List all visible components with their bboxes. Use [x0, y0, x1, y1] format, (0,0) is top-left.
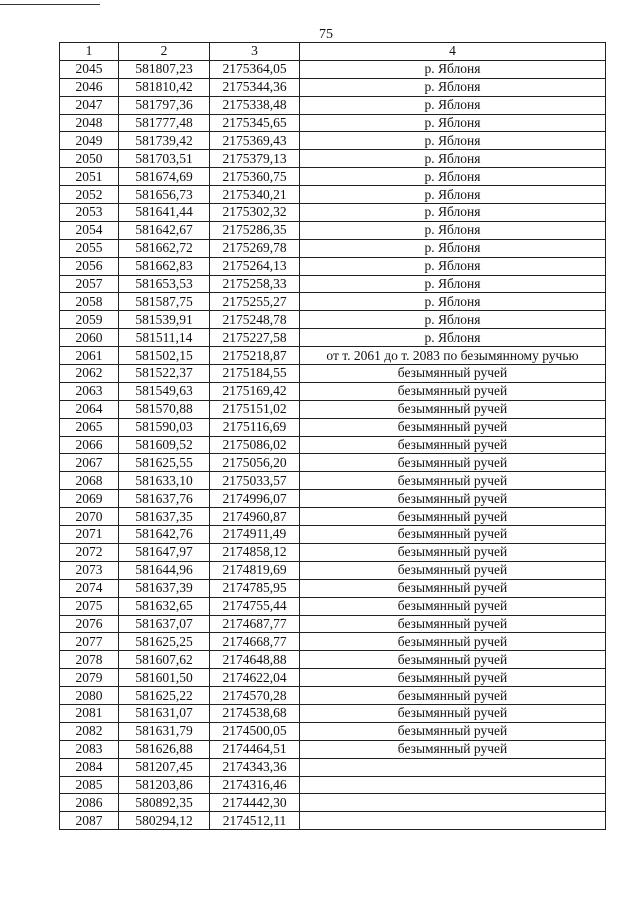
description-cell: [300, 794, 606, 812]
x-coordinate-cell: 581653,53: [119, 275, 210, 293]
description-cell: безымянный ручей: [300, 579, 606, 597]
x-coordinate-cell: 581674,69: [119, 168, 210, 186]
y-coordinate-cell: 2175345,65: [210, 114, 300, 132]
point-number-cell: 2082: [60, 722, 119, 740]
table-row: [60, 651, 606, 669]
y-coordinate-cell: 2174755,44: [210, 597, 300, 615]
point-number-cell: 2077: [60, 633, 119, 651]
point-number-cell: 2065: [60, 418, 119, 436]
description-cell: р. Яблоня: [300, 168, 606, 186]
table-row: [60, 150, 606, 168]
description-cell: безымянный ручей: [300, 454, 606, 472]
x-coordinate-cell: 581522,37: [119, 365, 210, 383]
table-row: [60, 812, 606, 830]
description-cell: безымянный ручей: [300, 436, 606, 454]
point-number-cell: 2083: [60, 740, 119, 758]
description-cell: безымянный ручей: [300, 561, 606, 579]
x-coordinate-cell: 581647,97: [119, 543, 210, 561]
table-row: [60, 669, 606, 687]
description-cell: безымянный ручей: [300, 382, 606, 400]
point-number-cell: 2060: [60, 329, 119, 347]
y-coordinate-cell: 2175033,57: [210, 472, 300, 490]
point-number-cell: 2064: [60, 400, 119, 418]
description-cell: р. Яблоня: [300, 293, 606, 311]
x-coordinate-cell: 581625,55: [119, 454, 210, 472]
x-coordinate-cell: 581642,67: [119, 221, 210, 239]
point-number-cell: 2057: [60, 275, 119, 293]
y-coordinate-cell: 2175379,13: [210, 150, 300, 168]
point-number-cell: 2076: [60, 615, 119, 633]
point-number-cell: 2063: [60, 382, 119, 400]
description-cell: р. Яблоня: [300, 239, 606, 257]
point-number-cell: 2053: [60, 204, 119, 222]
y-coordinate-cell: 2175286,35: [210, 221, 300, 239]
y-coordinate-cell: 2175151,02: [210, 400, 300, 418]
description-cell: от т. 2061 до т. 2083 по безымянному ручью: [300, 347, 606, 365]
table-row: [60, 776, 606, 794]
x-coordinate-cell: 581703,51: [119, 150, 210, 168]
y-coordinate-cell: 2174785,95: [210, 579, 300, 597]
y-coordinate-cell: 2174668,77: [210, 633, 300, 651]
point-number-cell: 2085: [60, 776, 119, 794]
page-number: 75: [319, 27, 333, 42]
table-row: [60, 508, 606, 526]
point-number-cell: 2050: [60, 150, 119, 168]
column-header-point: 1: [60, 43, 119, 61]
description-cell: р. Яблоня: [300, 132, 606, 150]
table-body: [60, 60, 606, 829]
y-coordinate-cell: 2175344,36: [210, 78, 300, 96]
description-cell: р. Яблоня: [300, 275, 606, 293]
table-row: [60, 740, 606, 758]
point-number-cell: 2048: [60, 114, 119, 132]
y-coordinate-cell: 2174911,49: [210, 526, 300, 544]
point-number-cell: 2080: [60, 687, 119, 705]
description-cell: безымянный ручей: [300, 687, 606, 705]
description-cell: р. Яблоня: [300, 114, 606, 132]
point-number-cell: 2055: [60, 239, 119, 257]
y-coordinate-cell: 2175364,05: [210, 60, 300, 78]
description-cell: р. Яблоня: [300, 329, 606, 347]
x-coordinate-cell: 581625,25: [119, 633, 210, 651]
table-row: [60, 221, 606, 239]
point-number-cell: 2070: [60, 508, 119, 526]
scan-corner-line: [0, 4, 100, 5]
description-cell: безымянный ручей: [300, 418, 606, 436]
point-number-cell: 2062: [60, 365, 119, 383]
y-coordinate-cell: 2174687,77: [210, 615, 300, 633]
description-cell: безымянный ручей: [300, 490, 606, 508]
table-row: [60, 347, 606, 365]
table-row: [60, 454, 606, 472]
description-cell: р. Яблоня: [300, 204, 606, 222]
description-cell: [300, 812, 606, 830]
x-coordinate-cell: 581777,48: [119, 114, 210, 132]
table-row: [60, 758, 606, 776]
x-coordinate-cell: 581607,62: [119, 651, 210, 669]
description-cell: безымянный ручей: [300, 400, 606, 418]
table-row: [60, 526, 606, 544]
table-row: [60, 418, 606, 436]
y-coordinate-cell: 2174442,30: [210, 794, 300, 812]
x-coordinate-cell: 581633,10: [119, 472, 210, 490]
table-row: [60, 311, 606, 329]
y-coordinate-cell: 2175258,33: [210, 275, 300, 293]
x-coordinate-cell: 581590,03: [119, 418, 210, 436]
point-number-cell: 2052: [60, 186, 119, 204]
x-coordinate-cell: 581810,42: [119, 78, 210, 96]
description-cell: безымянный ручей: [300, 526, 606, 544]
x-coordinate-cell: 581637,35: [119, 508, 210, 526]
description-cell: р. Яблоня: [300, 60, 606, 78]
y-coordinate-cell: 2174858,12: [210, 543, 300, 561]
description-cell: безымянный ручей: [300, 651, 606, 669]
coordinates-table: [59, 42, 606, 830]
y-coordinate-cell: 2175340,21: [210, 186, 300, 204]
y-coordinate-cell: 2175227,58: [210, 329, 300, 347]
table-row: [60, 186, 606, 204]
x-coordinate-cell: 581807,23: [119, 60, 210, 78]
x-coordinate-cell: 581641,44: [119, 204, 210, 222]
y-coordinate-cell: 2175360,75: [210, 168, 300, 186]
y-coordinate-cell: 2174316,46: [210, 776, 300, 794]
x-coordinate-cell: 581662,72: [119, 239, 210, 257]
table-row: [60, 704, 606, 722]
description-cell: безымянный ручей: [300, 508, 606, 526]
x-coordinate-cell: 581631,79: [119, 722, 210, 740]
description-cell: безымянный ручей: [300, 669, 606, 687]
x-coordinate-cell: 581626,88: [119, 740, 210, 758]
y-coordinate-cell: 2174622,04: [210, 669, 300, 687]
point-number-cell: 2059: [60, 311, 119, 329]
y-coordinate-cell: 2174996,07: [210, 490, 300, 508]
table-row: [60, 60, 606, 78]
x-coordinate-cell: 581587,75: [119, 293, 210, 311]
description-cell: безымянный ручей: [300, 740, 606, 758]
point-number-cell: 2079: [60, 669, 119, 687]
description-cell: [300, 758, 606, 776]
point-number-cell: 2072: [60, 543, 119, 561]
x-coordinate-cell: 581797,36: [119, 96, 210, 114]
point-number-cell: 2075: [60, 597, 119, 615]
table-row: [60, 168, 606, 186]
point-number-cell: 2071: [60, 526, 119, 544]
y-coordinate-cell: 2175264,13: [210, 257, 300, 275]
table-row: [60, 275, 606, 293]
point-number-cell: 2087: [60, 812, 119, 830]
description-cell: р. Яблоня: [300, 78, 606, 96]
description-cell: безымянный ручей: [300, 615, 606, 633]
x-coordinate-cell: 581601,50: [119, 669, 210, 687]
point-number-cell: 2078: [60, 651, 119, 669]
table-row: [60, 382, 606, 400]
point-number-cell: 2074: [60, 579, 119, 597]
point-number-cell: 2066: [60, 436, 119, 454]
description-cell: безымянный ручей: [300, 472, 606, 490]
point-number-cell: 2068: [60, 472, 119, 490]
y-coordinate-cell: 2174512,11: [210, 812, 300, 830]
description-cell: р. Яблоня: [300, 96, 606, 114]
table-row: [60, 615, 606, 633]
x-coordinate-cell: 581625,22: [119, 687, 210, 705]
point-number-cell: 2069: [60, 490, 119, 508]
y-coordinate-cell: 2174343,36: [210, 758, 300, 776]
point-number-cell: 2046: [60, 78, 119, 96]
point-number-cell: 2084: [60, 758, 119, 776]
y-coordinate-cell: 2175169,42: [210, 382, 300, 400]
description-cell: р. Яблоня: [300, 311, 606, 329]
y-coordinate-cell: 2174648,88: [210, 651, 300, 669]
x-coordinate-cell: 581609,52: [119, 436, 210, 454]
table-row: [60, 96, 606, 114]
x-coordinate-cell: 580294,12: [119, 812, 210, 830]
table-row: [60, 436, 606, 454]
table-row: [60, 132, 606, 150]
x-coordinate-cell: 581511,14: [119, 329, 210, 347]
description-cell: р. Яблоня: [300, 257, 606, 275]
y-coordinate-cell: 2175056,20: [210, 454, 300, 472]
table-row: [60, 579, 606, 597]
x-coordinate-cell: 580892,35: [119, 794, 210, 812]
column-header-x: 2: [119, 43, 210, 61]
table-row: [60, 204, 606, 222]
table-row: [60, 687, 606, 705]
description-cell: безымянный ручей: [300, 543, 606, 561]
x-coordinate-cell: 581203,86: [119, 776, 210, 794]
table-row: [60, 257, 606, 275]
table-row: [60, 329, 606, 347]
x-coordinate-cell: 581642,76: [119, 526, 210, 544]
x-coordinate-cell: 581631,07: [119, 704, 210, 722]
y-coordinate-cell: 2175218,87: [210, 347, 300, 365]
description-cell: [300, 776, 606, 794]
y-coordinate-cell: 2175184,55: [210, 365, 300, 383]
table-row: [60, 293, 606, 311]
x-coordinate-cell: 581549,63: [119, 382, 210, 400]
table-row: [60, 365, 606, 383]
y-coordinate-cell: 2175116,69: [210, 418, 300, 436]
y-coordinate-cell: 2174538,68: [210, 704, 300, 722]
table-row: [60, 794, 606, 812]
table-row: [60, 114, 606, 132]
y-coordinate-cell: 2175255,27: [210, 293, 300, 311]
description-cell: р. Яблоня: [300, 150, 606, 168]
description-cell: безымянный ручей: [300, 704, 606, 722]
y-coordinate-cell: 2175369,43: [210, 132, 300, 150]
column-header-description: 4: [300, 43, 606, 61]
description-cell: безымянный ручей: [300, 365, 606, 383]
y-coordinate-cell: 2174819,69: [210, 561, 300, 579]
column-header-y: 3: [210, 43, 300, 61]
table-row: [60, 239, 606, 257]
description-cell: р. Яблоня: [300, 186, 606, 204]
table-row: [60, 597, 606, 615]
x-coordinate-cell: 581637,39: [119, 579, 210, 597]
x-coordinate-cell: 581632,65: [119, 597, 210, 615]
table-row: [60, 400, 606, 418]
description-cell: безымянный ручей: [300, 633, 606, 651]
point-number-cell: 2051: [60, 168, 119, 186]
table-row: [60, 543, 606, 561]
x-coordinate-cell: 581502,15: [119, 347, 210, 365]
description-cell: р. Яблоня: [300, 221, 606, 239]
y-coordinate-cell: 2174500,05: [210, 722, 300, 740]
point-number-cell: 2045: [60, 60, 119, 78]
x-coordinate-cell: 581207,45: [119, 758, 210, 776]
x-coordinate-cell: 581637,07: [119, 615, 210, 633]
y-coordinate-cell: 2174570,28: [210, 687, 300, 705]
point-number-cell: 2073: [60, 561, 119, 579]
x-coordinate-cell: 581656,73: [119, 186, 210, 204]
table-row: [60, 78, 606, 96]
description-cell: безымянный ручей: [300, 722, 606, 740]
table-row: [60, 722, 606, 740]
point-number-cell: 2067: [60, 454, 119, 472]
table-row: [60, 490, 606, 508]
x-coordinate-cell: 581662,83: [119, 257, 210, 275]
y-coordinate-cell: 2175269,78: [210, 239, 300, 257]
y-coordinate-cell: 2175302,32: [210, 204, 300, 222]
table-row: [60, 561, 606, 579]
point-number-cell: 2086: [60, 794, 119, 812]
x-coordinate-cell: 581637,76: [119, 490, 210, 508]
y-coordinate-cell: 2175086,02: [210, 436, 300, 454]
point-number-cell: 2056: [60, 257, 119, 275]
table-row: [60, 472, 606, 490]
x-coordinate-cell: 581539,91: [119, 311, 210, 329]
point-number-cell: 2054: [60, 221, 119, 239]
y-coordinate-cell: 2175248,78: [210, 311, 300, 329]
y-coordinate-cell: 2174960,87: [210, 508, 300, 526]
point-number-cell: 2081: [60, 704, 119, 722]
point-number-cell: 2047: [60, 96, 119, 114]
y-coordinate-cell: 2175338,48: [210, 96, 300, 114]
y-coordinate-cell: 2174464,51: [210, 740, 300, 758]
table-header-row: [60, 43, 606, 61]
x-coordinate-cell: 581570,88: [119, 400, 210, 418]
table-row: [60, 633, 606, 651]
description-cell: безымянный ручей: [300, 597, 606, 615]
x-coordinate-cell: 581739,42: [119, 132, 210, 150]
x-coordinate-cell: 581644,96: [119, 561, 210, 579]
point-number-cell: 2061: [60, 347, 119, 365]
point-number-cell: 2049: [60, 132, 119, 150]
point-number-cell: 2058: [60, 293, 119, 311]
